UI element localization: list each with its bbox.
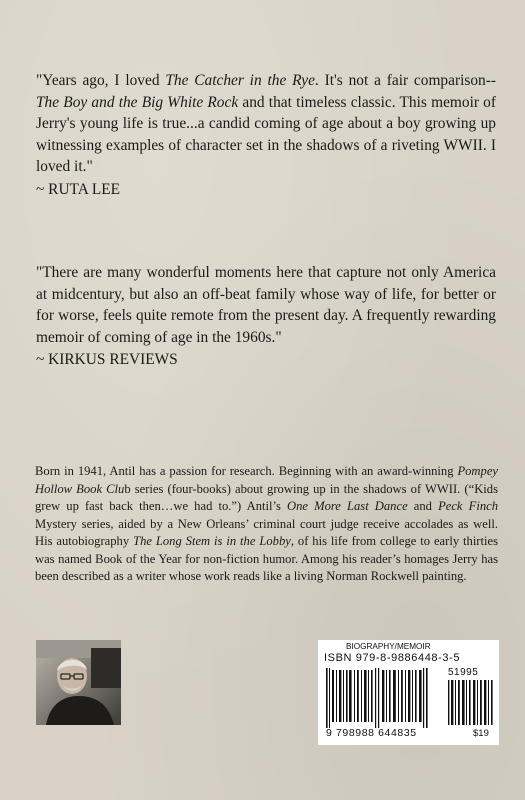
bio-title: Pompey Hollow Book Clu (35, 464, 498, 496)
bio-title: Peck Finch (438, 499, 498, 513)
quote-kirkus (36, 262, 496, 371)
quote-text: and that timeless classic. This memoir of Jerry's young life is true...a candid coming of age about a boy growing up witnessing examples of character set in the shadows of a riveting WWII. I loved it." (36, 93, 496, 175)
author-bio (35, 463, 498, 586)
quote-attribution: ~ KIRKUS REVIEWS (36, 351, 178, 368)
quote-attribution: ~ RUTA LEE (36, 180, 121, 198)
quote-ruta-lee (36, 70, 496, 200)
author-portrait-icon (36, 640, 121, 725)
quote-text: . It's not a fair comparison-- (314, 72, 496, 89)
barcode-block (318, 640, 499, 745)
bio-title: One More Last Dance (287, 499, 408, 513)
author-photo (36, 640, 121, 725)
barcode-price: $19 (473, 728, 489, 739)
quote-title-book: The Boy and the Big White Rock (36, 93, 239, 111)
barcode-addon: 51995 (448, 667, 479, 678)
quote-text: "There are many wonderful moments here that capture not only America at midcentury, but also an off-beat family whose way of life, for better or for worse, feels quite remote from the present day. A frequently rewarding memoir of coming of age in the 1960s." (36, 264, 496, 346)
barcode-ean: 9 798988 644835 (326, 727, 417, 739)
bio-text: Mystery series, aided by a New Orleans’ criminal court judge receive accolades as well. His autobiography (35, 516, 498, 548)
bio-text: b series (four-books) about growing up in the shadows of WWII. (“Kids grew up fast back then…we had to.”) Antil’s (35, 481, 498, 513)
barcode-isbn: ISBN 979-8-9886448-3-5 (324, 652, 461, 664)
bio-text: Born in 1941, Antil has a passion for research. Beginning with an award-winning (35, 464, 458, 478)
bio-text: and (407, 499, 439, 513)
bio-text: , of his life from college to early thirties was named Book of the Year for non-fiction humor. Among his reader’s homages Jerry has been described as a writer whose work reads like a living Norman Rockwell painting. (35, 534, 498, 583)
bio-title: The Long Stem is in the Lobby (133, 534, 291, 548)
barcode-category: BIOGRAPHY/MEMOIR (346, 642, 431, 651)
quote-title-catcher: The Catcher in the Rye (165, 72, 315, 89)
quote-text: "Years ago, I loved (36, 72, 166, 89)
